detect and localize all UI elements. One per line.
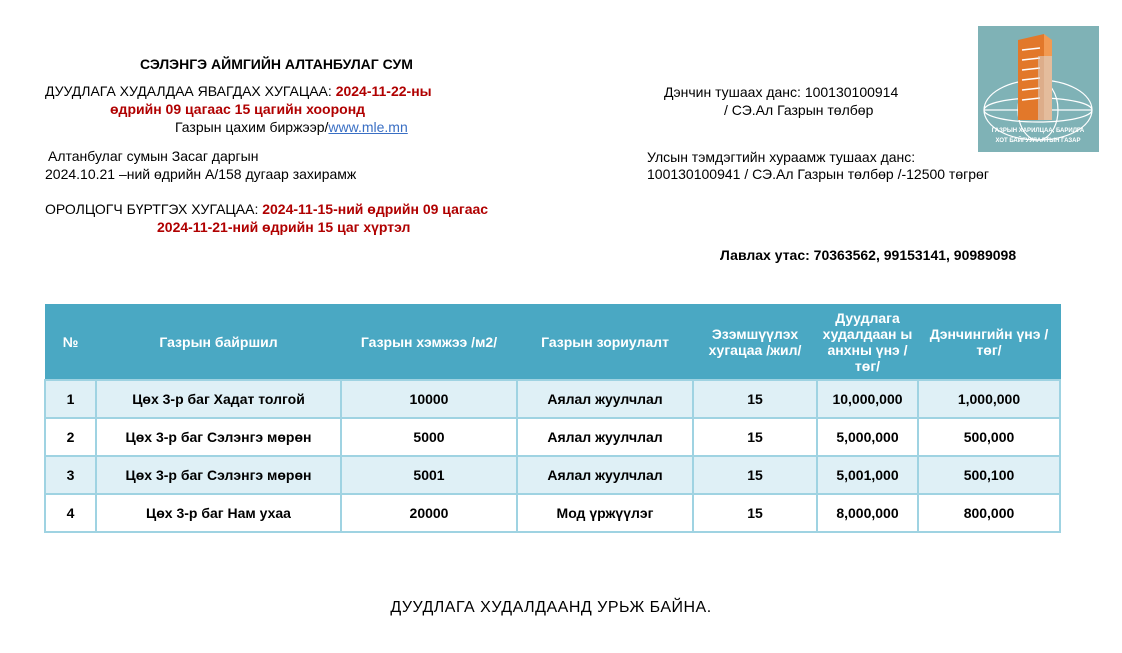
stamp-fee-line-1: Улсын тэмдэгтийн хураамж тушаах данс: [647, 149, 916, 165]
cell-deposit: 500,100 [918, 456, 1060, 494]
exchange-line [175, 119, 408, 136]
land-lots-table [44, 304, 1061, 533]
cell-area: 5001 [341, 456, 517, 494]
cell-location: Цөх 3-р баг Сэлэнгэ мөрөн [96, 418, 341, 456]
table-header-row [45, 305, 1060, 381]
cell-purpose: Аялал жуулчлал [517, 380, 693, 418]
column-header-number: № [45, 305, 96, 381]
registration-label: ОРОЛЦОГЧ БҮРТГЭХ ХУГАЦАА: [45, 201, 263, 217]
deposit-account-line-2: / СЭ.Ал Газрын төлбөр [724, 102, 874, 118]
cell-start-price: 5,001,000 [817, 456, 918, 494]
cell-term: 15 [693, 380, 817, 418]
column-header-area: Газрын хэмжээ /м2/ [341, 305, 517, 381]
registration-period [45, 201, 488, 218]
table-row [45, 380, 1060, 418]
governor-line-1: Алтанбулаг сумын Засаг даргын [48, 148, 259, 164]
registration-end: 2024-11-21-ний өдрийн 15 цаг хүртэл [157, 219, 411, 235]
cell-purpose: Аялал жуулчлал [517, 418, 693, 456]
deposit-account-line-1: Дэнчин тушаах данс: 100130100914 [664, 84, 899, 100]
cell-term: 15 [693, 494, 817, 532]
cell-term: 15 [693, 456, 817, 494]
cell-area: 20000 [341, 494, 517, 532]
exchange-text: Газрын цахим биржээр/ [175, 119, 329, 135]
cell-location: Цөх 3-р баг Нам ухаа [96, 494, 341, 532]
cell-number: 2 [45, 418, 96, 456]
cell-deposit: 800,000 [918, 494, 1060, 532]
invitation-text: ДУУДЛАГА ХУДАЛДААНД УРЬЖ БАЙНА. [390, 599, 712, 616]
stamp-fee-line-2: 100130100941 / СЭ.Ал Газрын төлбөр /-12500 төгрөг [647, 166, 989, 182]
cell-area: 5000 [341, 418, 517, 456]
cell-purpose: Аялал жуулчлал [517, 456, 693, 494]
table-row [45, 418, 1060, 456]
logo-text-line-2: ХОТ БАЙГУУЛАЛТЫН ГАЗАР [995, 138, 1081, 144]
logo-text-line-1: ГАЗРЫН ХАРИЛЦАА, БАРИЛГА [991, 128, 1085, 134]
cell-location: Цөх 3-р баг Хадат толгой [96, 380, 341, 418]
cell-term: 15 [693, 418, 817, 456]
exchange-link[interactable]: www.mle.mn [328, 119, 408, 135]
agency-logo [978, 26, 1099, 152]
column-header-purpose: Газрын зориулалт [517, 305, 693, 381]
cell-purpose: Мод үржүүлэг [517, 494, 693, 532]
cell-number: 1 [45, 380, 96, 418]
cell-area: 10000 [341, 380, 517, 418]
column-header-start-price: Дуудлага худалдаан ы анхны үнэ /төг/ [817, 305, 918, 381]
table-row [45, 494, 1060, 532]
cell-start-price: 5,000,000 [817, 418, 918, 456]
auction-date: 2024-11-22-ны [335, 83, 432, 99]
column-header-location: Газрын байршил [96, 305, 341, 381]
cell-deposit: 1,000,000 [918, 380, 1060, 418]
auction-period [45, 83, 432, 100]
auction-period-label: ДУУДЛАГА ХУДАЛДАА ЯВАГДАХ ХУГАЦАА: [45, 83, 336, 99]
cell-number: 4 [45, 494, 96, 532]
registration-start: 2024-11-15-ний өдрийн 09 цагаас [262, 201, 489, 217]
cell-location: Цөх 3-р баг Сэлэнгэ мөрөн [96, 456, 341, 494]
cell-start-price: 8,000,000 [817, 494, 918, 532]
cell-deposit: 500,000 [918, 418, 1060, 456]
cell-start-price: 10,000,000 [817, 380, 918, 418]
building-icon [1018, 34, 1052, 120]
governor-line-2: 2024.10.21 –ний өдрийн А/158 дугаар захирамж [45, 166, 357, 182]
column-header-deposit: Дэнчингийн үнэ /төг/ [918, 305, 1060, 381]
table-row [45, 456, 1060, 494]
column-header-term: Эзэмшүүлэх хугацаа /жил/ [693, 305, 817, 381]
cell-number: 3 [45, 456, 96, 494]
document-title: СЭЛЭНГЭ АЙМГИЙН АЛТАНБУЛАГ СУМ [140, 56, 413, 72]
phone-info: Лавлах утас: 70363562, 99153141, 90989098 [720, 247, 1017, 263]
auction-time: өдрийн 09 цагаас 15 цагийн хооронд [110, 101, 366, 117]
